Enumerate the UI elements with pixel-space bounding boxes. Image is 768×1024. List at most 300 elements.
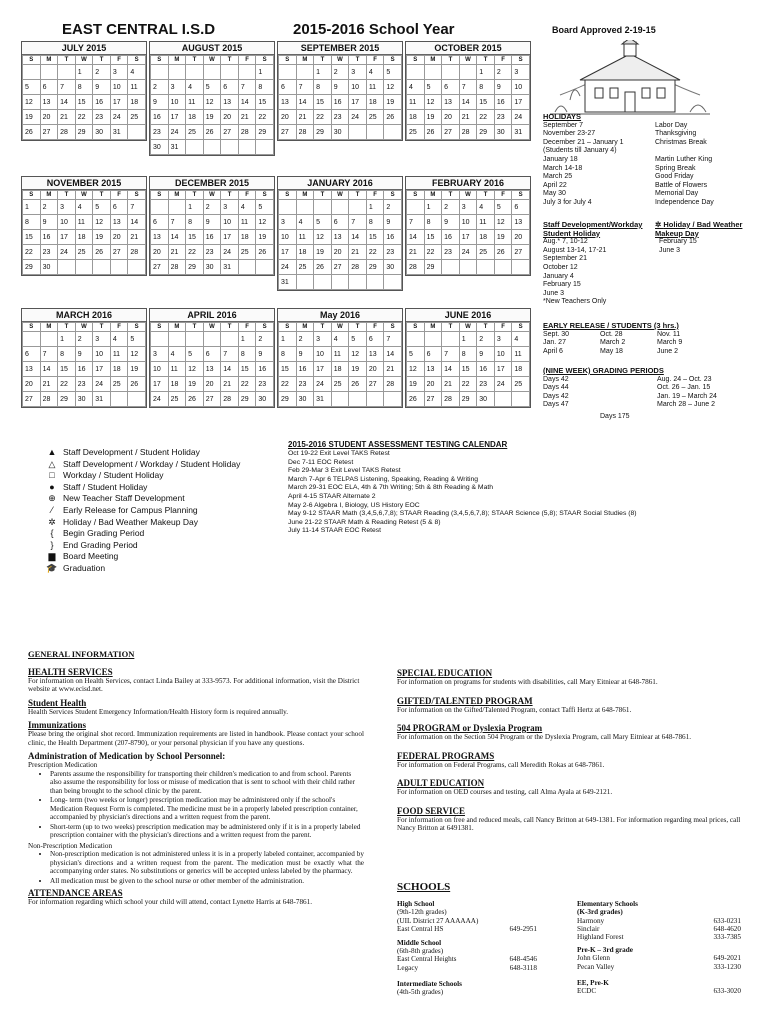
calendar-day: 28 <box>238 125 256 140</box>
holiday-date: September 7 <box>543 121 584 129</box>
calendar-week <box>23 200 146 215</box>
calendar-day: 11 <box>168 362 186 377</box>
calendar-day: 6 <box>512 200 530 215</box>
weekday-header: S <box>407 323 425 332</box>
grading-row <box>543 401 763 410</box>
calendar-day: 13 <box>23 362 41 377</box>
calendar-day: 8 <box>477 80 495 95</box>
calendar-day: 13 <box>512 215 530 230</box>
calendar-day: 9 <box>93 80 111 95</box>
holiday-date: March 14-18 <box>543 164 583 172</box>
calendar-day: 10 <box>151 362 169 377</box>
weekday-header: S <box>512 191 530 200</box>
calendar-day <box>151 65 169 80</box>
calendar-day: 6 <box>151 215 169 230</box>
calendar-day <box>128 125 146 140</box>
calendar-day: 30 <box>75 392 93 407</box>
weekday-header: T <box>93 56 111 65</box>
holiday-row <box>543 147 743 156</box>
legend-label: New Teacher Staff Development <box>63 493 185 504</box>
calendar-day: 5 <box>424 80 442 95</box>
calendar-day: 20 <box>424 377 442 392</box>
calendar-week <box>407 332 530 347</box>
testing-heading: 2015-2016 STUDENT ASSESSMENT TESTING CALENDAR <box>288 440 508 449</box>
calendar-day <box>296 275 314 290</box>
nonprescription-item: • All medication must be given to the school nurse or other member of the administration. <box>50 877 364 886</box>
calendar-day: 8 <box>424 215 442 230</box>
calendar-week <box>407 80 530 95</box>
weekday-header: S <box>128 323 146 332</box>
calendar-day <box>168 65 186 80</box>
calendar-day: 25 <box>110 377 128 392</box>
calendar-day: 9 <box>40 215 58 230</box>
calendar-day: 22 <box>314 110 332 125</box>
calendar-week <box>151 65 274 80</box>
calendar-day: 28 <box>384 377 402 392</box>
calendar-week <box>279 362 402 377</box>
calendar-week <box>279 200 402 215</box>
calendar-day: 16 <box>40 230 58 245</box>
calendar-day: 19 <box>314 245 332 260</box>
weekday-header: T <box>349 191 367 200</box>
early-release-heading: EARLY RELEASE / STUDENTS (3 hrs.) <box>543 321 679 330</box>
calendar-day: 29 <box>186 260 204 275</box>
calendar-day: 16 <box>477 362 495 377</box>
calendar-day: 30 <box>203 260 221 275</box>
calendar-day: 1 <box>75 65 93 80</box>
elementary-heading: Elementary Schools <box>577 900 638 909</box>
calendar-day: 3 <box>151 347 169 362</box>
high-school-district: (UIL District 27 AAAAAA) <box>397 916 479 925</box>
holiday-name: Christmas Break <box>655 138 707 146</box>
calendar-day: 23 <box>477 377 495 392</box>
holiday-date: July 3 for July 4 <box>543 198 592 206</box>
calendar-day <box>110 260 128 275</box>
calendar-day: 3 <box>58 200 76 215</box>
middle-school-heading: Middle School <box>397 939 442 948</box>
calendar-day: 27 <box>512 245 530 260</box>
calendar-day: 1 <box>279 332 297 347</box>
calendar-week <box>279 332 402 347</box>
weekday-header: T <box>186 323 204 332</box>
holiday-date: January 18 <box>543 155 578 163</box>
calendar-day: 5 <box>349 332 367 347</box>
early-release-row <box>543 331 763 340</box>
calendar-day: 20 <box>110 230 128 245</box>
calendar-day <box>93 260 111 275</box>
calendar-week <box>407 392 530 407</box>
school-row <box>397 964 537 972</box>
calendar-week <box>407 230 530 245</box>
calendar-day: 22 <box>75 110 93 125</box>
calendar-day: 14 <box>128 215 146 230</box>
calendar-day <box>459 260 477 275</box>
calendar-day <box>384 275 402 290</box>
calendar-day: 25 <box>296 260 314 275</box>
weekday-header: M <box>40 323 58 332</box>
calendar-day: 7 <box>221 347 239 362</box>
weekday-header: S <box>128 56 146 65</box>
weekday-header: T <box>58 191 76 200</box>
calendar-day: 30 <box>477 392 495 407</box>
month-calendar <box>149 176 275 276</box>
holiday-date: November 23-27 <box>543 130 596 138</box>
calendar-day: 11 <box>75 215 93 230</box>
calendar-day: 21 <box>168 245 186 260</box>
calendar-day: 16 <box>331 95 349 110</box>
calendar-day: 5 <box>23 80 41 95</box>
calendar-day: 9 <box>442 215 460 230</box>
program-text: For information on programs for students with disabilities, call Mary Eitniear at 648-7861. <box>397 678 658 686</box>
ee-heading: EE, Pre-K <box>577 978 609 987</box>
calendar-day: 12 <box>23 95 41 110</box>
calendar-day: 1 <box>314 65 332 80</box>
weekday-header: W <box>75 56 93 65</box>
weekday-header: F <box>238 56 256 65</box>
calendar-day: 15 <box>58 362 76 377</box>
calendar-day: 5 <box>128 332 146 347</box>
calendar-day <box>238 140 256 155</box>
month-title: NOVEMBER 2015 <box>22 177 146 190</box>
middle-school-grades: (6th-8th grades) <box>397 947 444 956</box>
calendar-day: 3 <box>221 200 239 215</box>
calendar-day: 27 <box>279 125 297 140</box>
testing-calendar <box>288 440 637 536</box>
calendar-day: 8 <box>279 347 297 362</box>
prescription-list <box>28 770 364 840</box>
calendar-week <box>407 95 530 110</box>
calendar-day: 24 <box>314 377 332 392</box>
testing-item: Dec 7-11 EOC Retest <box>288 458 354 466</box>
calendar-day: 17 <box>168 110 186 125</box>
prescription-item: • Long- term (two weeks or longer) prescription medication may be administered only if the school's Medication Request Form is completed. The medicine must be in a properly labeled prescription container, accompanied by physician's directions and a written request from the parent. <box>50 796 364 822</box>
general-heading: GENERAL INFORMATION <box>28 649 135 659</box>
weekday-header: F <box>238 323 256 332</box>
weekday-header: W <box>203 191 221 200</box>
calendar-day: 20 <box>151 245 169 260</box>
calendar-week <box>279 347 402 362</box>
calendar-day <box>349 392 367 407</box>
legend-label: Staff Development / Student Holiday <box>63 447 200 457</box>
legend-label: Holiday / Bad Weather Makeup Day <box>63 516 198 527</box>
calendar-day: 3 <box>110 65 128 80</box>
calendar-day: 6 <box>23 347 41 362</box>
calendar-day: 15 <box>238 362 256 377</box>
administration-heading: Administration of Medication by School Personnel: <box>28 751 226 761</box>
grading-row <box>543 376 763 385</box>
weekday-header: S <box>384 56 402 65</box>
weekday-header: M <box>168 56 186 65</box>
grading-days: Days 42 <box>543 392 569 400</box>
calendar-day: 24 <box>459 245 477 260</box>
calendar-day: 11 <box>477 215 495 230</box>
grading-heading: (NINE WEEK) GRADING PERIODS <box>543 366 664 375</box>
calendar-week <box>151 140 274 155</box>
calendar-day: 26 <box>128 377 146 392</box>
calendar-week <box>279 110 402 125</box>
calendar-day: 30 <box>151 140 169 155</box>
school-row <box>577 987 741 995</box>
calendar-day: 11 <box>128 80 146 95</box>
calendar-day: 30 <box>384 260 402 275</box>
calendar-day: 25 <box>366 110 384 125</box>
legend-label: Graduation <box>63 562 106 573</box>
calendar-day: 22 <box>459 377 477 392</box>
calendar-day: 2 <box>93 65 111 80</box>
calendar-day <box>40 332 58 347</box>
holiday-date: (Students till January 4) <box>543 147 617 155</box>
calendar-day: 14 <box>442 362 460 377</box>
legend-item <box>44 493 240 505</box>
calendar-week <box>279 95 402 110</box>
calendar-week <box>407 347 530 362</box>
calendar-day: 20 <box>203 377 221 392</box>
calendar-week <box>23 80 146 95</box>
calendar-day: 11 <box>296 230 314 245</box>
calendar-day: 20 <box>23 377 41 392</box>
legend-label: Begin Grading Period <box>63 528 145 539</box>
grading-range: Oct. 26 – Jan. 15 <box>657 384 711 392</box>
weekday-header: W <box>459 191 477 200</box>
weekday-header: M <box>168 323 186 332</box>
briefcase-icon: ▆ <box>48 551 56 562</box>
calendar-week <box>151 377 274 392</box>
calendar-day: 22 <box>186 245 204 260</box>
calendar-day: 30 <box>93 125 111 140</box>
calendar-day: 29 <box>23 260 41 275</box>
calendar-day: 5 <box>93 200 111 215</box>
calendar-week <box>23 347 146 362</box>
calendar-day: 4 <box>238 200 256 215</box>
calendar-day <box>221 140 239 155</box>
sun-icon: ✲ <box>655 220 664 229</box>
calendar-day: 1 <box>477 65 495 80</box>
calendar-week <box>407 215 530 230</box>
weekday-header: S <box>256 56 274 65</box>
calendar-day <box>168 200 186 215</box>
calendar-day: 10 <box>459 215 477 230</box>
programs <box>397 668 741 833</box>
holiday-date: March 25 <box>543 173 573 181</box>
calendar-day: 18 <box>128 95 146 110</box>
calendar-day: 23 <box>151 125 169 140</box>
calendar-day: 18 <box>186 110 204 125</box>
calendar-day: 13 <box>203 362 221 377</box>
holiday-name: Independence Day <box>655 198 714 206</box>
calendar-day: 17 <box>58 230 76 245</box>
holiday-name: Spring Break <box>655 164 696 172</box>
school-name: Legacy <box>397 963 419 972</box>
calendar-day: 16 <box>384 230 402 245</box>
weekday-header: W <box>75 323 93 332</box>
calendar-day: 24 <box>221 245 239 260</box>
staff-dev-date: October 12 <box>543 263 578 271</box>
open-triangle-icon: △ <box>48 458 56 469</box>
calendar-day: 6 <box>442 80 460 95</box>
calendar-day: 21 <box>442 377 460 392</box>
weekday-header: T <box>442 191 460 200</box>
calendar-day: 12 <box>128 347 146 362</box>
calendar-day: 6 <box>203 347 221 362</box>
schools-section <box>397 883 741 996</box>
student-health-text: Health Services Student Emergency Information/Health History form is required annually. <box>28 707 289 716</box>
weekday-header: T <box>442 323 460 332</box>
calendar-day: 15 <box>186 230 204 245</box>
calendar-day: 13 <box>366 347 384 362</box>
weekday-header: F <box>494 56 512 65</box>
school-name: East Central Heights <box>397 955 457 964</box>
calendar-day: 27 <box>331 260 349 275</box>
calendar-week <box>151 200 274 215</box>
calendar-day: 17 <box>221 230 239 245</box>
calendar-day: 26 <box>314 260 332 275</box>
holiday-date: December 21 – January 1 <box>543 138 624 146</box>
staff-dev-section <box>543 221 653 307</box>
weekday-header: T <box>186 191 204 200</box>
calendar-day: 4 <box>296 215 314 230</box>
calendar-day: 16 <box>442 230 460 245</box>
nonprescription-list <box>28 850 364 885</box>
calendar-day: 24 <box>110 110 128 125</box>
calendar-day: 14 <box>349 230 367 245</box>
month-title: SEPTEMBER 2015 <box>278 42 402 55</box>
calendar-day: 22 <box>58 377 76 392</box>
calendar-week <box>151 80 274 95</box>
school-phone: 648-4620 <box>713 924 741 933</box>
legend-label: Staff Development / Workday / Student Holiday <box>63 458 241 469</box>
weekday-header: W <box>331 191 349 200</box>
program-text: For information on the Gifted/Talented Program, contact Taffi Hertz at 648-7861. <box>397 705 632 714</box>
calendar-day: 15 <box>314 95 332 110</box>
calendar-day: 19 <box>256 230 274 245</box>
calendar-day: 9 <box>256 347 274 362</box>
calendar-day: 22 <box>23 245 41 260</box>
calendar-day: 17 <box>110 95 128 110</box>
calendar-day: 23 <box>442 245 460 260</box>
calendar-day: 7 <box>238 80 256 95</box>
calendar-day: 15 <box>459 362 477 377</box>
calendar-day: 22 <box>424 245 442 260</box>
calendar-day: 1 <box>256 65 274 80</box>
testing-item: June 21-22 STAAR Math & Reading Retest (5 & 8) <box>288 518 441 526</box>
calendar-day: 8 <box>314 80 332 95</box>
testing-item: March 7-Apr 6 TELPAS Listening, Speaking, Reading & Writing <box>288 475 479 483</box>
calendar-day <box>221 332 239 347</box>
calendar-day <box>407 200 425 215</box>
sun-icon: ✲ <box>48 516 56 527</box>
calendar-week <box>151 95 274 110</box>
calendar-day: 7 <box>168 215 186 230</box>
calendar-week <box>151 245 274 260</box>
weekday-header: T <box>477 56 495 65</box>
staff-dev-date: September 21 <box>543 255 587 263</box>
calendar-day: 26 <box>93 245 111 260</box>
calendar-day: 30 <box>40 260 58 275</box>
calendar-day <box>349 125 367 140</box>
holiday-name: Thanksgiving <box>655 130 697 138</box>
calendar-day: 12 <box>186 362 204 377</box>
calendar-day: 19 <box>128 362 146 377</box>
calendar-day: 17 <box>494 362 512 377</box>
calendar-day: 2 <box>256 332 274 347</box>
calendar-day: 19 <box>494 230 512 245</box>
weekday-header: M <box>424 56 442 65</box>
weekday-header: W <box>75 191 93 200</box>
calendar-day <box>203 65 221 80</box>
slash-icon: ⁄ <box>51 504 53 515</box>
school-phone: 333-1230 <box>713 962 741 971</box>
calendar-week <box>23 260 146 275</box>
calendar-day: 7 <box>349 215 367 230</box>
calendar-day <box>407 65 425 80</box>
weekday-header: S <box>407 56 425 65</box>
weekday-header: W <box>331 323 349 332</box>
calendar-day: 18 <box>75 230 93 245</box>
calendar-day: 28 <box>168 260 186 275</box>
calendar-day: 28 <box>459 125 477 140</box>
calendar-day: 10 <box>279 230 297 245</box>
calendar-day: 17 <box>349 95 367 110</box>
program-heading: GIFTED/TALENTED PROGRAM <box>397 695 533 706</box>
calendar-week <box>151 260 274 275</box>
filled-circle-icon: ● <box>49 481 55 492</box>
calendar-day: 23 <box>296 377 314 392</box>
calendar-day: 24 <box>512 110 530 125</box>
calendar-day: 13 <box>221 95 239 110</box>
calendar-day: 19 <box>93 230 111 245</box>
calendar-day: 8 <box>366 215 384 230</box>
calendar-day: 30 <box>494 125 512 140</box>
calendar-day <box>384 125 402 140</box>
grading-days: Days 44 <box>543 384 569 392</box>
calendar-day: 4 <box>168 347 186 362</box>
calendar-day: 9 <box>296 347 314 362</box>
calendar-day <box>168 332 186 347</box>
weekday-header: S <box>279 191 297 200</box>
high-school-heading: High School <box>397 900 435 909</box>
calendar-day: 4 <box>128 65 146 80</box>
calendar-day: 20 <box>442 110 460 125</box>
school-phone: 633-0231 <box>713 916 741 925</box>
immunizations-text: Please bring the original shot record. Immunization requirements are listed in handbook. Please contact your school clinic, the Health Department (207-8790), or your personal physician if you have any questions. <box>28 730 364 747</box>
calendar-day: 2 <box>477 332 495 347</box>
weekday-header: F <box>366 191 384 200</box>
calendar-day: 29 <box>256 125 274 140</box>
calendar-week <box>23 377 146 392</box>
calendar-day: 14 <box>459 95 477 110</box>
calendar-day: 1 <box>459 332 477 347</box>
weekday-header: S <box>256 323 274 332</box>
calendar-week <box>279 65 402 80</box>
calendar-day <box>40 65 58 80</box>
holiday-date: April 22 <box>543 181 567 189</box>
calendar-day: 4 <box>186 80 204 95</box>
calendar-day <box>238 65 256 80</box>
calendar-day: 13 <box>40 95 58 110</box>
calendar-day <box>296 200 314 215</box>
calendar-day: 3 <box>349 65 367 80</box>
calendar-day: 15 <box>477 95 495 110</box>
calendar-day <box>279 65 297 80</box>
calendar-day: 6 <box>221 80 239 95</box>
weekday-header: S <box>279 56 297 65</box>
calendar-day: 17 <box>151 377 169 392</box>
program-heading: SPECIAL EDUCATION <box>397 668 493 678</box>
calendar-day: 27 <box>23 392 41 407</box>
calendar-day <box>238 260 256 275</box>
weather-date: June 3 <box>659 246 681 254</box>
calendar-day <box>331 392 349 407</box>
